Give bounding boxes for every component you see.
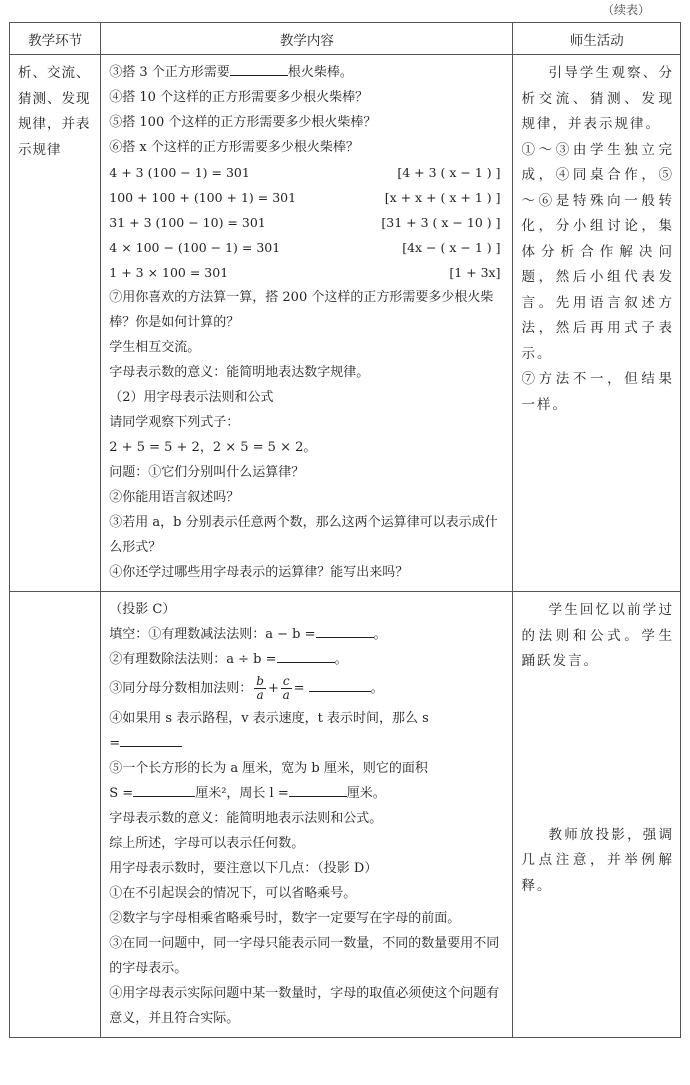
- answer-blank: [316, 623, 374, 638]
- list-item: 字母表示数的意义：能简明地表达数字规律。: [109, 365, 370, 380]
- list-item: 综上所述，字母可以表示任何数。: [109, 836, 305, 851]
- activity-text: ①～③由学生独立完成，④同桌合作，⑤～⑥是特殊向一般转化，分小组讨论，集体分析合作解决问题，然后小组代表发言。先用语言叙述方法，然后再用式子表示。: [521, 141, 674, 362]
- equation-row: 4 × 100 − (100 − 1) = 301 [4x − ( x − 1 ) ]: [109, 240, 501, 255]
- activity-cell: [513, 592, 681, 1038]
- activity-cell: [513, 55, 681, 592]
- list-item: 问题：①它们分别叫什么运算律？: [109, 465, 305, 480]
- header-content: 教学内容: [101, 23, 513, 55]
- list-item: 请同学观察下列式子：: [109, 415, 240, 430]
- equation-row: 4 + 3 (100 − 1) = 301 [4 + 3 ( x − 1 ) ]: [109, 165, 501, 180]
- list-item: （投影 C）: [109, 602, 176, 617]
- answer-blank: [120, 732, 182, 747]
- activity-text: 引导学生观察、分析交流、猜测、发现规律，并表示规律。: [521, 65, 674, 132]
- answer-blank: [309, 677, 371, 692]
- answer-blank: [133, 782, 195, 797]
- header-row: [10, 23, 681, 55]
- content-cell: [101, 592, 513, 1038]
- list-item: S = 厘米²，周长 l = 厘米。: [109, 781, 508, 806]
- list-item: 字母表示数的意义：能简明地表示法则和公式。: [109, 811, 383, 826]
- activity-text: 教师放投影，强调几点注意，并举例解释。: [521, 826, 674, 894]
- equation-row: 1 + 3 × 100 = 301 [1 + 3x]: [109, 265, 501, 280]
- list-item: ②数字与字母相乘省略乘号时，数字一定要写在字母的前面。: [109, 911, 461, 926]
- table-row: [10, 55, 681, 592]
- list-item: ④如果用 s 表示路程，v 表示速度，t 表示时间，那么 s: [109, 711, 429, 726]
- lesson-table: [9, 22, 681, 1038]
- answer-blank: [277, 648, 335, 663]
- list-item: ①在不引起误会的情况下，可以省略乘号。: [109, 886, 357, 901]
- list-item: ④搭 10 个这样的正方形需要多少根火柴棒？: [109, 90, 369, 105]
- list-item: 填空：①有理数减法法则：a − b = 。: [109, 622, 508, 647]
- content-cell: [101, 55, 513, 592]
- list-item: 用字母表示数时，要注意以下几点：（投影 D）: [109, 861, 378, 876]
- list-item: 学生相互交流。: [109, 340, 201, 355]
- list-item: ⑥搭 x 个这样的正方形需要多少根火柴棒？: [109, 140, 359, 155]
- activity-text: ⑦方法不一，但结果一样。: [521, 371, 674, 413]
- list-item: ③若用 a，b 分别表示任意两个数，那么这两个运算律可以表示成什么形式？: [109, 515, 498, 555]
- list-item: ④用字母表示实际问题中某一数量时，字母的取值必须使这个问题有意义，并且符合实际。: [109, 986, 500, 1026]
- list-item: ⑦用你喜欢的方法算一算，搭 200 个这样的正方形需要多少根火柴棒？你是如何计算的？: [109, 290, 494, 330]
- answer-blank: [230, 61, 288, 76]
- list-item: ⑤一个长方形的长为 a 厘米，宽为 b 厘米，则它的面积: [109, 761, 428, 776]
- list-item: ③搭 3 个正方形需要 根火柴棒。: [109, 60, 508, 85]
- equation-row: 100 + 100 + (100 + 1) = 301 [x + x + ( x + 1 ) ]: [109, 190, 501, 205]
- fraction: $\frac{b}{a}$: [256, 674, 264, 702]
- list-item: ⑤搭 100 个这样的正方形需要多少根火柴棒？: [109, 115, 377, 130]
- stage-cell: 析、交流、猜测、发现规律，并表示规律: [10, 55, 101, 592]
- list-item: =: [109, 731, 508, 756]
- list-item: ②有理数除法法则：a ÷ b = 。: [109, 647, 508, 672]
- list-item: （2）用字母表示法则和公式: [109, 390, 274, 405]
- list-item: ②你能用语言叙述吗？: [109, 490, 240, 505]
- header-activity: 师生活动: [513, 23, 681, 55]
- table-row: [10, 592, 681, 1038]
- activity-text: 学生回忆以前学过的法则和公式。学生踊跃发言。: [521, 602, 674, 669]
- continued-label: （续表）: [601, 3, 650, 17]
- stage-cell-empty: [10, 592, 101, 1038]
- list-item: ④你还学过哪些用字母表示的运算律？能写出来吗？: [109, 565, 409, 580]
- spacer: [521, 675, 674, 823]
- fraction: $\frac{c}{a}$: [282, 674, 290, 702]
- list-item: 2 + 5 = 5 + 2，2 × 5 = 5 × 2。: [109, 440, 317, 455]
- list-item: ③同分母分数相加法则： $\frac{b}{a}$ + $\frac{c}{a}$ = 。: [109, 674, 384, 702]
- header-stage: 教学环节: [10, 23, 101, 55]
- list-item: ③在同一问题中，同一字母只能表示同一数量，不同的数量要用不同的字母表示。: [109, 936, 500, 976]
- equation-row: 31 + 3 (100 − 10) = 301 [31 + 3 ( x − 10 ) ]: [109, 215, 501, 230]
- answer-blank: [289, 782, 347, 797]
